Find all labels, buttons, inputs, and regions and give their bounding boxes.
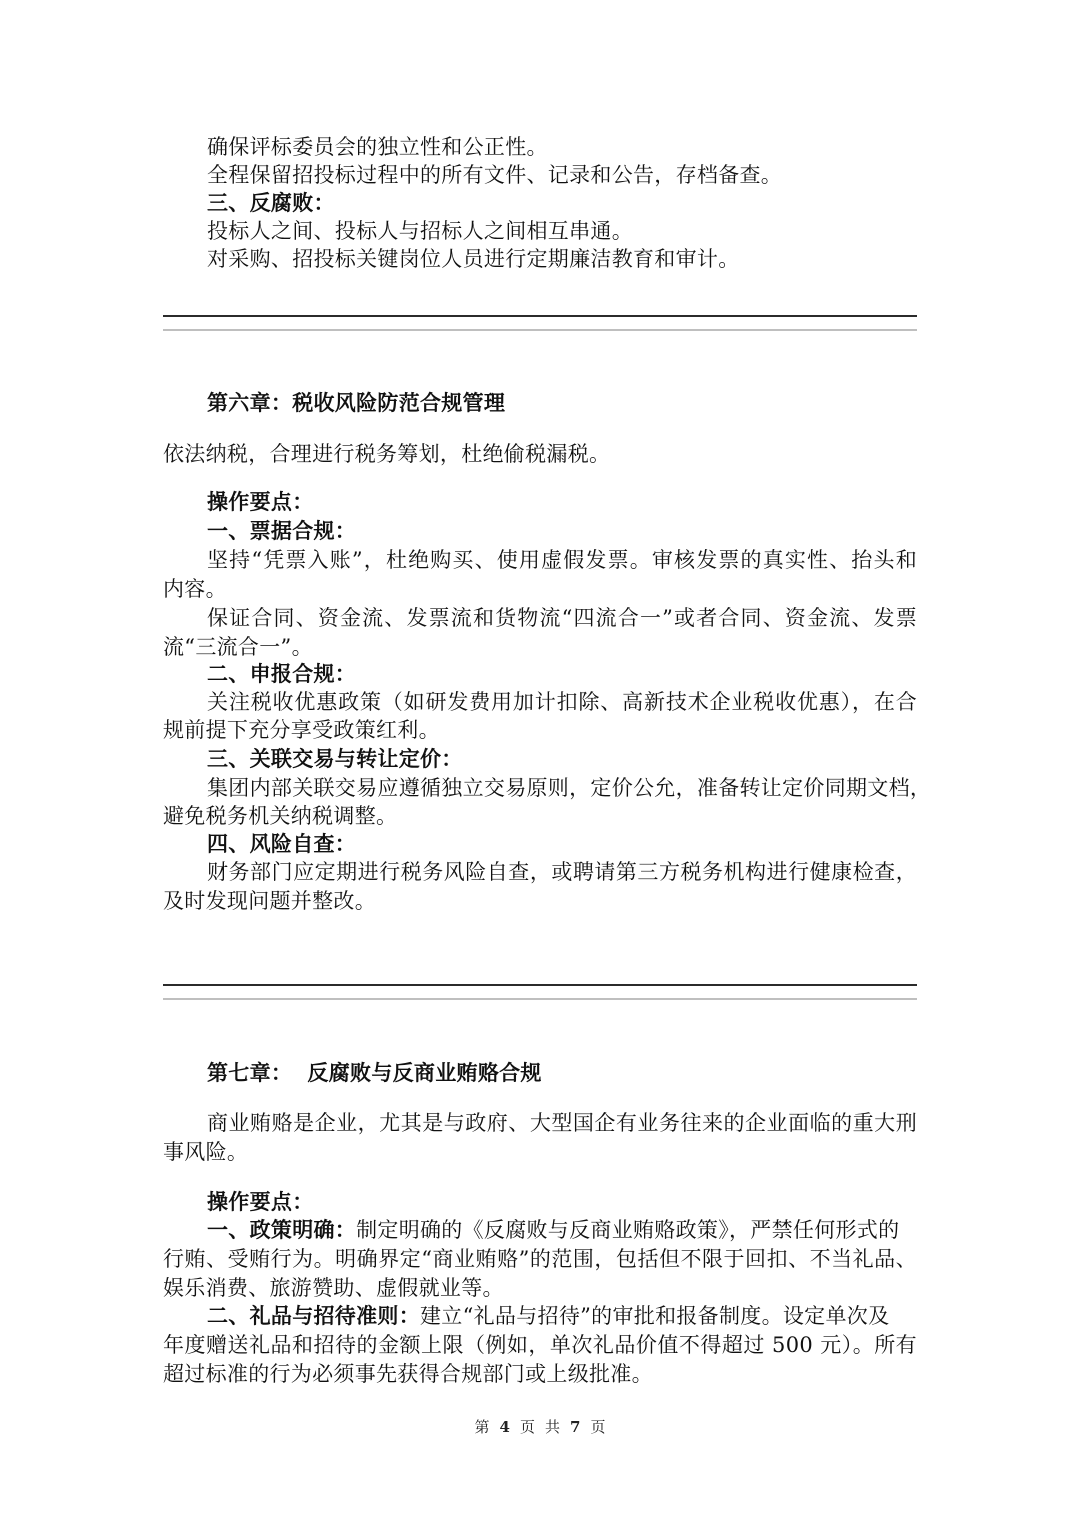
item-text: 制定明确的《反腐败与反商业贿赂政策》，严禁任何形式的 [356,1218,900,1242]
paragraph-line: 投标人之间、投标人与招标人之间相互串通。 [207,219,633,243]
paragraph-line: 对采购、招投标关键岗位人员进行定期廉洁教育和审计。 [207,247,740,271]
paragraph-line: 商业贿赂是企业，尤其是与政府、大型国企有业务往来的企业面临的重大刑 [207,1111,917,1135]
item-line [207,1216,899,1244]
item-line [207,1302,889,1330]
chapter-title: 第六章：税收风险防范合规管理 [207,390,506,415]
chapter-title: 第七章： 反腐败与反商业贿赂合规 [207,1060,542,1085]
section-heading: 三、反腐败： [207,190,335,215]
divider-line [163,984,917,986]
key-points-heading: 操作要点： [207,489,314,514]
section-heading: 二、申报合规： [207,661,357,686]
item-label: 二、礼品与招待准则： [207,1303,420,1328]
current-page-number: 4 [499,1418,510,1436]
total-pages-number: 7 [570,1418,581,1436]
item-text: 建立“礼品与招待”的审批和报备制度。设定单次及 [420,1304,890,1328]
paragraph-line: 年度赠送礼品和招待的金额上限（例如，单次礼品价值不得超过 500 元）。所有 [163,1333,917,1357]
item-label: 一、政策明确： [207,1217,357,1242]
footer-prefix: 第 [474,1418,490,1436]
paragraph-line: 坚持“凭票入账”，杜绝购买、使用虚假发票。审核发票的真实性、抬头和 [207,548,917,572]
paragraph-line: 事风险。 [163,1140,249,1164]
paragraph-line: 及时发现问题并整改。 [163,889,376,913]
key-points-heading: 操作要点： [207,1189,314,1214]
paragraph-line: 超过标准的行为必须事先获得合规部门或上级批准。 [163,1362,653,1386]
paragraph-line: 内容。 [163,577,227,601]
section-heading: 一、票据合规： [207,518,357,543]
paragraph-line: 规前提下充分享受政策红利。 [163,718,440,742]
paragraph-line: 确保评标委员会的独立性和公正性。 [207,135,548,159]
paragraph-line: 集团内部关联交易应遵循独立交易原则，定价公允，准备转让定价同期文档， [207,776,932,800]
footer-page-word: 页 [519,1418,535,1436]
paragraph-line: 保证合同、资金流、发票流和货物流“四流合一”或者合同、资金流、发票 [207,606,917,630]
chapter-intro: 依法纳税，合理进行税务筹划，杜绝偷税漏税。 [163,442,611,466]
section-heading: 四、风险自查： [207,831,357,856]
paragraph-line: 流“三流合一”。 [163,635,313,659]
footer-suffix: 页 [590,1418,606,1436]
divider-line [163,329,917,331]
paragraph-line: 全程保留招投标过程中的所有文件、记录和公告，存档备查。 [207,163,783,187]
paragraph-line: 娱乐消费、旅游赞助、虚假就业等。 [163,1276,504,1300]
paragraph-line: 避免税务机关纳税调整。 [163,804,398,828]
paragraph-line: 关注税收优惠政策（如研发费用加计扣除、高新技术企业税收优惠），在合 [207,690,917,714]
page-footer [0,1417,1080,1437]
divider-line [163,315,917,317]
section-heading: 三、关联交易与转让定价： [207,746,463,771]
paragraph-line: 行贿、受贿行为。明确界定“商业贿赂”的范围，包括但不限于回扣、不当礼品、 [163,1247,917,1271]
paragraph-line: 财务部门应定期进行税务风险自查，或聘请第三方税务机构进行健康检查， [207,860,917,884]
footer-total-word: 共 [545,1418,561,1436]
divider-line [163,998,917,1000]
